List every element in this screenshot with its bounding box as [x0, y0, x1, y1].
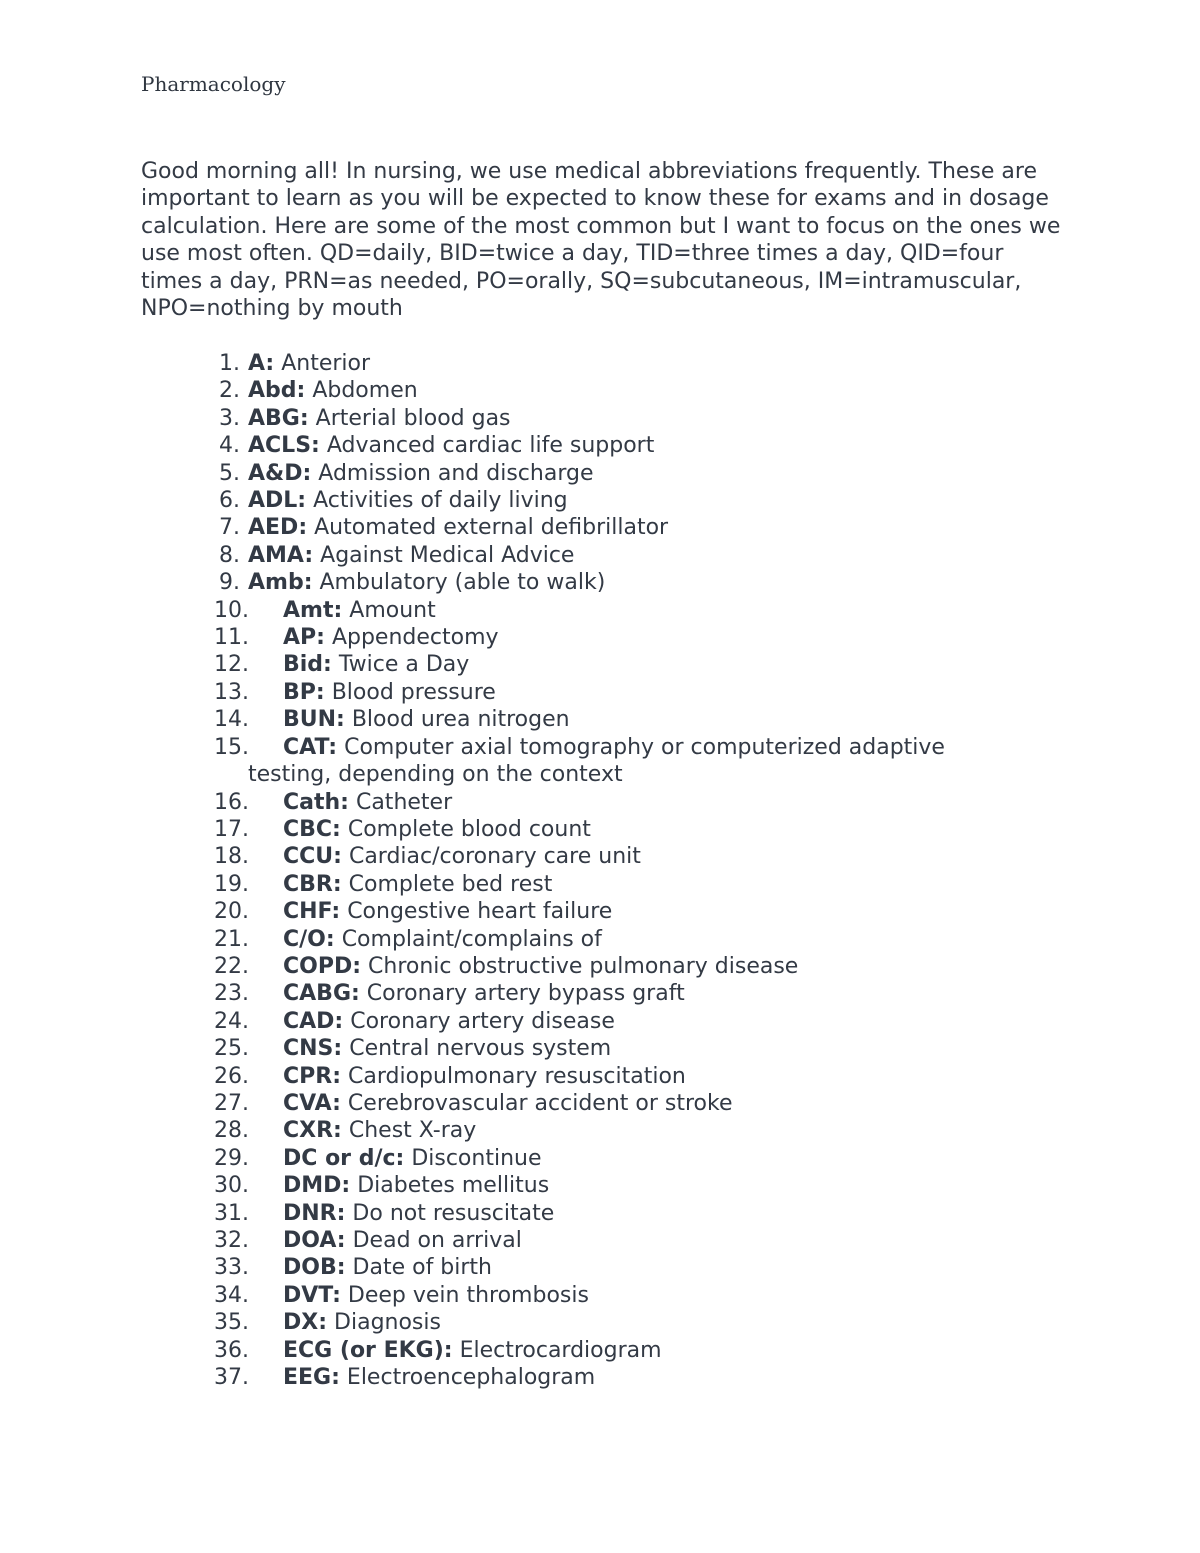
abbreviation-term: BUN: — [283, 707, 345, 733]
list-item-content — [248, 1090, 1008, 1117]
list-item-number: 15. — [214, 734, 249, 760]
abbreviation-definition: Coronary artery disease — [350, 1008, 615, 1034]
abbreviation-term: CBC: — [283, 816, 341, 842]
list-item — [0, 1172, 1008, 1199]
list-item-number: 10. — [214, 597, 249, 623]
list-item-content — [248, 980, 1008, 1007]
abbreviation-term: DOB: — [283, 1255, 346, 1281]
abbreviation-term: CABG: — [283, 981, 360, 1007]
list-item-content — [248, 953, 1008, 980]
list-item-number: 8. — [219, 542, 240, 568]
abbreviation-term: A&D: — [248, 460, 312, 486]
abbreviation-term: AED: — [248, 515, 308, 541]
list-item — [0, 460, 1008, 487]
list-item — [0, 1200, 1008, 1227]
list-item — [0, 1282, 1008, 1309]
abbreviation-definition: Advanced cardiac life support — [326, 433, 655, 459]
list-item-content — [248, 597, 1008, 624]
list-item-number: 11. — [214, 625, 249, 651]
abbreviation-term: Cath: — [283, 789, 349, 815]
abbreviation-term: CVA: — [283, 1090, 341, 1116]
abbreviation-term: DNR: — [283, 1200, 346, 1226]
list-item-number: 21. — [214, 926, 249, 952]
abbreviation-definition: Catheter — [355, 789, 453, 815]
abbreviation-term: EEG: — [283, 1365, 340, 1391]
list-item-number: 32. — [214, 1228, 249, 1253]
abbreviation-definition: Electroencephalogram — [346, 1365, 596, 1391]
list-item-number: 4. — [219, 433, 240, 459]
list-item-content — [248, 569, 1008, 596]
list-item-number: 20. — [214, 899, 249, 925]
abbreviation-definition: Cardiopulmonary resuscitation — [348, 1063, 686, 1089]
list-item — [0, 1364, 1008, 1391]
list-item — [0, 706, 1008, 733]
abbreviation-term: C/O: — [283, 926, 335, 952]
abbreviation-term: CBR: — [283, 871, 342, 897]
abbreviation-definition: Date of birth — [352, 1255, 492, 1281]
list-item-content — [248, 1282, 1008, 1309]
abbreviation-term: CCU: — [283, 844, 342, 870]
abbreviation-definition: Diabetes mellitus — [357, 1173, 550, 1199]
list-item — [0, 514, 1008, 541]
list-item-content — [248, 1035, 1008, 1062]
abbreviation-term: Amt: — [283, 597, 343, 623]
list-item-number: 9. — [219, 570, 240, 596]
list-item-content — [248, 898, 1008, 925]
list-item-content — [248, 1309, 1008, 1336]
abbreviation-term: CAD: — [283, 1008, 344, 1034]
list-item-number: 36. — [214, 1337, 249, 1363]
list-item-content — [248, 1117, 1008, 1144]
list-item-number: 2. — [219, 378, 240, 404]
list-item-number: 7. — [219, 515, 240, 541]
list-item — [0, 597, 1008, 624]
abbreviation-definition: Against Medical Advice — [320, 542, 575, 568]
list-item — [0, 816, 1008, 843]
abbreviation-term: COPD: — [283, 953, 362, 979]
list-item — [0, 405, 1008, 432]
list-item — [0, 898, 1008, 925]
abbreviation-definition: Automated external defibrillator — [314, 515, 669, 541]
list-item — [0, 953, 1008, 980]
abbreviation-definition: Ambulatory (able to walk) — [319, 570, 606, 596]
list-item-content — [248, 871, 1008, 898]
list-item — [0, 350, 1008, 377]
list-item — [0, 980, 1008, 1007]
list-item — [0, 1090, 1008, 1117]
list-item — [0, 1145, 1008, 1172]
abbreviation-term: ACLS: — [248, 433, 320, 459]
abbreviation-definition: Chest X-ray — [348, 1118, 477, 1144]
list-item-number: 23. — [214, 981, 249, 1007]
abbreviation-definition: Central nervous system — [349, 1036, 612, 1062]
list-item-content — [248, 377, 1008, 404]
list-item-content — [248, 926, 1008, 953]
list-item-content — [248, 1008, 1008, 1035]
list-item-content — [248, 843, 1008, 870]
list-item — [0, 1227, 1008, 1254]
list-item-number: 25. — [214, 1036, 249, 1062]
abbreviation-term: CXR: — [283, 1118, 342, 1144]
list-item-number: 12. — [214, 652, 249, 678]
list-item — [0, 542, 1008, 569]
list-item-number: 13. — [214, 679, 249, 705]
list-item — [0, 1008, 1008, 1035]
abbreviation-term: ADL: — [248, 488, 307, 514]
list-item-number: 16. — [214, 789, 249, 815]
abbreviation-definition: Anterior — [281, 351, 371, 376]
list-item-number: 35. — [214, 1310, 249, 1336]
list-item-content — [248, 1145, 1008, 1172]
list-item-number: 29. — [214, 1145, 249, 1171]
list-item — [0, 679, 1008, 706]
abbreviation-term: DMD: — [283, 1173, 351, 1199]
list-item-content — [248, 816, 1008, 843]
list-item-number: 34. — [214, 1282, 249, 1308]
list-item-content — [248, 487, 1008, 514]
abbreviation-term: DVT: — [283, 1282, 341, 1308]
list-item-number: 37. — [214, 1365, 249, 1391]
list-item-number: 5. — [219, 460, 240, 486]
list-item-number: 19. — [214, 871, 249, 897]
list-item-content — [248, 1200, 1008, 1227]
abbreviation-definition: Appendectomy — [331, 625, 499, 651]
list-item-number: 30. — [214, 1173, 249, 1199]
list-item-number: 28. — [214, 1118, 249, 1144]
abbreviation-term: DX: — [283, 1310, 328, 1336]
list-item-number: 22. — [214, 953, 249, 979]
list-item-content — [248, 734, 1008, 789]
list-item-number: 18. — [214, 844, 249, 870]
abbreviation-definition: Cerebrovascular accident or stroke — [347, 1090, 733, 1116]
list-item — [0, 1337, 1008, 1364]
abbreviation-definition: Congestive heart failure — [347, 899, 613, 925]
abbreviation-definition: Do not resuscitate — [352, 1200, 555, 1226]
list-item-number: 3. — [219, 405, 240, 431]
abbreviation-term: CPR: — [283, 1063, 342, 1089]
abbreviation-definition: Discontinue — [411, 1145, 542, 1171]
list-item-content — [248, 405, 1008, 432]
abbreviation-definition: Diagnosis — [334, 1310, 441, 1336]
document-header: Pharmacology — [141, 72, 286, 96]
list-item-number: 27. — [214, 1090, 249, 1116]
list-item — [0, 651, 1008, 678]
abbreviation-list — [0, 350, 1200, 1391]
abbreviation-definition: Complaint/complains of — [341, 926, 602, 952]
list-item — [0, 1117, 1008, 1144]
list-item-number: 17. — [214, 816, 249, 842]
abbreviation-term: AP: — [283, 625, 325, 651]
abbreviation-term: ECG (or EKG): — [283, 1337, 453, 1363]
list-item — [0, 1309, 1008, 1336]
list-item-number: 33. — [214, 1255, 249, 1281]
abbreviation-definition: Twice a Day — [338, 652, 470, 678]
abbreviation-term: Amb: — [248, 570, 313, 596]
list-item — [0, 843, 1008, 870]
abbreviation-term: DC or d/c: — [283, 1145, 405, 1171]
list-item-number: 1. — [219, 351, 240, 376]
abbreviation-term: Bid: — [283, 652, 332, 678]
list-item — [0, 377, 1008, 404]
abbreviation-definition: Blood urea nitrogen — [351, 707, 570, 733]
abbreviation-definition: Cardiac/coronary care unit — [348, 844, 641, 870]
abbreviation-term: CHF: — [283, 899, 341, 925]
abbreviation-definition: Dead on arrival — [352, 1228, 522, 1253]
abbreviation-term: CNS: — [283, 1036, 343, 1062]
list-item — [0, 1254, 1008, 1281]
abbreviation-definition: Computer axial tomography or computerized adaptive testing, depending on the context — [248, 734, 945, 788]
list-item — [0, 487, 1008, 514]
abbreviation-definition: Electrocardiogram — [459, 1337, 662, 1363]
list-item-content — [248, 514, 1008, 541]
list-item-content — [248, 432, 1008, 459]
abbreviation-definition: Complete blood count — [347, 816, 591, 842]
list-item — [0, 926, 1008, 953]
abbreviation-definition: Chronic obstructive pulmonary disease — [368, 953, 799, 979]
list-item-number: 31. — [214, 1200, 249, 1226]
abbreviation-term: Abd: — [248, 378, 306, 404]
list-item-content — [248, 1254, 1008, 1281]
abbreviation-definition: Activities of daily living — [313, 488, 568, 514]
list-item — [0, 734, 1008, 789]
abbreviation-definition: Blood pressure — [331, 679, 496, 705]
list-item-number: 26. — [214, 1063, 249, 1089]
abbreviation-definition: Abdomen — [312, 378, 418, 404]
list-item — [0, 1063, 1008, 1090]
list-item — [0, 1035, 1008, 1062]
list-item-content — [248, 651, 1008, 678]
abbreviation-definition: Admission and discharge — [318, 460, 594, 486]
abbreviation-definition: Arterial blood gas — [315, 405, 511, 431]
list-item-content — [248, 460, 1008, 487]
list-item-content — [248, 350, 1008, 377]
abbreviation-definition: Complete bed rest — [348, 871, 553, 897]
list-item-content — [248, 789, 1008, 816]
abbreviation-term: DOA: — [283, 1228, 346, 1253]
list-item-content — [248, 1063, 1008, 1090]
list-item-content — [248, 624, 1008, 651]
list-item-content — [248, 1227, 1008, 1254]
list-item — [0, 569, 1008, 596]
abbreviation-term: CAT: — [283, 734, 338, 760]
list-item-content — [248, 542, 1008, 569]
abbreviation-term: BP: — [283, 679, 325, 705]
list-item-number: 6. — [219, 488, 240, 514]
intro-paragraph: Good morning all! In nursing, we use medical abbreviations frequently. These are important to learn as you will be expected to know these for exams and in dosage calculation. Here are some of the most common but I want to focus on the ones we use most often. QD=daily, BID=twice a day, TID=three times a day, QID=four times a day, PRN=as needed, PO=orally, SQ=subcutaneous, IM=intramuscular, NPO=nothing by mouth — [141, 159, 1061, 322]
list-item — [0, 432, 1008, 459]
abbreviation-definition: Deep vein thrombosis — [347, 1282, 589, 1308]
list-item-content — [248, 1172, 1008, 1199]
list-item — [0, 871, 1008, 898]
list-item — [0, 789, 1008, 816]
abbreviation-definition: Coronary artery bypass graft — [366, 981, 685, 1007]
list-item-number: 24. — [214, 1008, 249, 1034]
list-item-number: 14. — [214, 707, 249, 733]
abbreviation-term: A: — [248, 351, 275, 376]
abbreviation-term: ABG: — [248, 405, 309, 431]
list-item — [0, 624, 1008, 651]
list-item-content — [248, 706, 1008, 733]
abbreviation-definition: Amount — [349, 597, 436, 623]
list-item-content — [248, 1364, 1008, 1391]
abbreviation-term: AMA: — [248, 542, 314, 568]
list-item-content — [248, 679, 1008, 706]
list-item-content — [248, 1337, 1008, 1364]
